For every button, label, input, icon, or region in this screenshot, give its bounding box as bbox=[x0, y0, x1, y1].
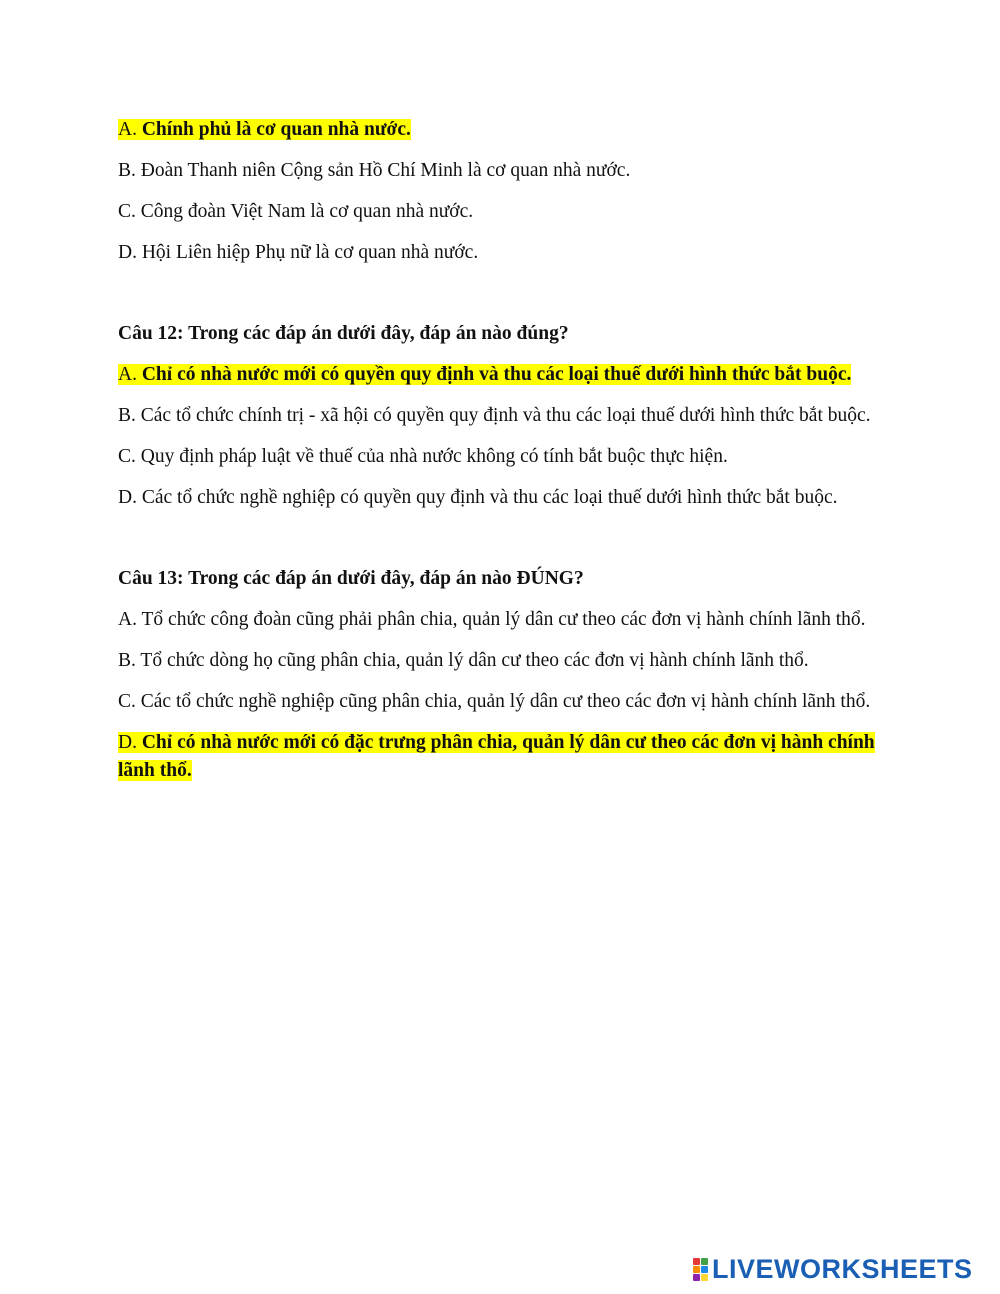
q13-option-a bbox=[118, 606, 878, 634]
option-text: Quy định pháp luật về thuế của nhà nước không có tính bắt buộc thực hiện. bbox=[140, 446, 728, 467]
correct-answer-highlight bbox=[118, 364, 851, 385]
q13-title: Câu 13: Trong các đáp án dưới đây, đáp án nào ĐÚNG? bbox=[118, 568, 584, 589]
option-text: Chỉ có nhà nước mới có đặc trưng phân chia, quản lý dân cư theo các đơn vị hành chính lãnh thổ. bbox=[118, 732, 875, 781]
option-text: Chính phủ là cơ quan nhà nước. bbox=[141, 119, 411, 140]
q12-title: Câu 12: Trong các đáp án dưới đây, đáp án nào đúng? bbox=[118, 323, 569, 344]
option-text: Tổ chức công đoàn cũng phải phân chia, quản lý dân cư theo các đơn vị hành chính lãnh thổ. bbox=[141, 609, 866, 630]
option-letter: C. bbox=[118, 201, 136, 222]
option-letter: C. bbox=[118, 446, 136, 467]
q13-option-b bbox=[118, 647, 878, 675]
option-letter: B. bbox=[118, 160, 136, 181]
option-letter: D. bbox=[118, 732, 137, 753]
liveworksheets-logo bbox=[693, 1253, 973, 1285]
option-text: Tổ chức dòng họ cũng phân chia, quản lý dân cư theo các đơn vị hành chính lãnh thổ. bbox=[140, 650, 809, 671]
option-text: Các tổ chức nghề nghiệp cũng phân chia, quản lý dân cư theo các đơn vị hành chính lãnh thổ. bbox=[140, 691, 871, 712]
option-text: Hội Liên hiệp Phụ nữ là cơ quan nhà nước. bbox=[141, 242, 479, 263]
correct-answer-highlight bbox=[118, 119, 411, 140]
q13-option-c bbox=[118, 688, 878, 716]
document-page bbox=[118, 116, 878, 798]
option-letter: B. bbox=[118, 650, 136, 671]
liveworksheets-logo-icon bbox=[693, 1258, 708, 1281]
q11-option-a bbox=[118, 116, 878, 144]
option-text: Công đoàn Việt Nam là cơ quan nhà nước. bbox=[140, 201, 474, 222]
q12-option-b bbox=[118, 402, 878, 430]
q11-option-b bbox=[118, 157, 878, 185]
q11-option-d bbox=[118, 239, 878, 267]
q11-option-c bbox=[118, 198, 878, 226]
option-text: Các tổ chức nghề nghiệp có quyền quy định và thu các loại thuế dưới hình thức bắt buộc. bbox=[141, 487, 838, 508]
option-letter: A. bbox=[118, 119, 137, 140]
option-text: Đoàn Thanh niên Cộng sản Hồ Chí Minh là cơ quan nhà nước. bbox=[140, 160, 631, 181]
option-letter: A. bbox=[118, 609, 137, 630]
option-text: Chỉ có nhà nước mới có quyền quy định và thu các loại thuế dưới hình thức bắt buộc. bbox=[141, 364, 852, 385]
logo-text: LIVEWORKSHEETS bbox=[712, 1253, 973, 1284]
correct-answer-highlight bbox=[118, 732, 875, 781]
option-letter: A. bbox=[118, 364, 137, 385]
option-letter: D. bbox=[118, 487, 137, 508]
q13-option-d bbox=[118, 729, 878, 785]
q12-option-c bbox=[118, 443, 878, 471]
option-letter: B. bbox=[118, 405, 136, 426]
q12-option-d bbox=[118, 484, 878, 512]
option-letter: D. bbox=[118, 242, 137, 263]
q12-option-a bbox=[118, 361, 878, 389]
option-letter: C. bbox=[118, 691, 136, 712]
option-text: Các tổ chức chính trị - xã hội có quyền quy định và thu các loại thuế dưới hình thức bắt buộc. bbox=[140, 405, 871, 426]
